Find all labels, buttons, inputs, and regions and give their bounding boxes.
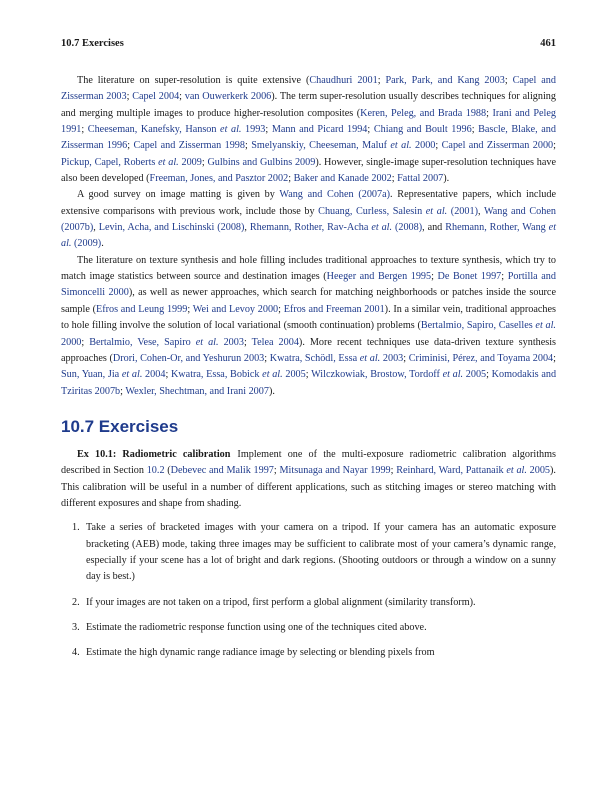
citation[interactable]: (2001) bbox=[447, 205, 478, 217]
step-number: 1. bbox=[72, 522, 80, 534]
citation[interactable]: Mann and Picard 1994 bbox=[271, 124, 368, 136]
citation[interactable]: 2004 bbox=[142, 369, 166, 381]
citation[interactable]: Heeger and Bergen 1995 bbox=[326, 271, 432, 283]
citation[interactable]: et al. bbox=[121, 369, 143, 381]
citation[interactable]: Chuang, Curless, Salesin bbox=[318, 205, 426, 217]
citation[interactable]: 2000 bbox=[61, 336, 82, 348]
page-body bbox=[61, 73, 556, 671]
citation[interactable]: Wang and Cohen (2007b) bbox=[61, 205, 556, 234]
step-number: 2. bbox=[72, 596, 80, 608]
citation[interactable]: Efros and Freeman 2001 bbox=[283, 303, 385, 315]
step-number: 4. bbox=[72, 647, 80, 659]
citation[interactable]: Rhemann, Rother, Rav-Acha bbox=[249, 222, 372, 234]
citation[interactable]: 1993 bbox=[241, 124, 266, 136]
citation[interactable]: Wexler, Shechtman, and Irani 2007 bbox=[125, 385, 269, 397]
citation[interactable]: Kwatra, Schödl, Essa bbox=[269, 352, 360, 364]
citation[interactable]: (2009) bbox=[71, 238, 102, 250]
citation[interactable]: Debevec and Malik 1997 bbox=[170, 465, 274, 477]
exercise-step bbox=[61, 620, 556, 636]
citation[interactable]: Reinhard, Ward, Pattanaik bbox=[396, 465, 507, 477]
paragraph-image-matting: A good survey on image matting is given by Wang and Cohen (2007a). Representative papers, which include extensive comparisons with previous work, include those by Chuang, Curless, Salesin et al. (2001), Wang and Cohen (2007b), Levin, Acha, and Lischinski (2008), Rhemann, Rother, Rav-Acha et al. (2008), and Rhemann, Rother, Wang et al. (2009). bbox=[61, 189, 557, 250]
citation[interactable]: Irani and Peleg 1991 bbox=[61, 107, 556, 136]
citation[interactable]: (2008) bbox=[392, 222, 423, 234]
page-number: 461 bbox=[540, 38, 556, 49]
citation[interactable]: 2003 bbox=[218, 336, 244, 348]
citation[interactable]: Wilczkowiak, Brostow, Tordoff bbox=[311, 369, 443, 381]
step-number: 3. bbox=[72, 621, 80, 633]
paragraph-texture-synthesis: The literature on texture synthesis and hole filling includes traditional approaches to texture synthesis, which try to match image statistics between source and destination images (Heeger and Bergen 1995; De Bonet 1997; Portilla and Simoncelli 2000), as well as newer approaches, which search for matching neighborhoods or patches inside the source sample (Efros and Leung 1999; Wei and Levoy 2000; Efros and Freeman 2001). In a similar vein, traditional approaches to hole filling involve the solution of local variational (smooth continuation) problems (Bertalmio, Sapiro, Caselles et al. 2000; Bertalmio, Vese, Sapiro et al. 2003; Telea 2004). More recent techniques use data-driven texture synthesis approaches (Drori, Cohen-Or, and Yeshurun 2003; Kwatra, Schödl, Essa et al. 2003; Criminisi, Pérez, and Toyama 2004; Sun, Yuan, Jia et al. 2004; Kwatra, Essa, Bobick et al. 2005; Wilczkowiak, Brostow, Tordoff et al. 2005; Komodakis and Tziritas 2007b; Wexler, Shechtman, and Irani 2007). bbox=[61, 254, 557, 397]
citation[interactable]: et al. bbox=[506, 465, 527, 477]
citation[interactable]: Bertalmio, Sapiro, Caselles bbox=[420, 320, 536, 332]
citation[interactable]: 2005 bbox=[282, 369, 306, 381]
exercise-intro-text: Implement one of the multi-exposure radiometric calibration algorithms described in Section 10.2 (Debevec and Malik 1997; Mitsunaga and Nayar 1999; Reinhard, Ward, Pattanaik et al. 2005). This calibration will be useful in a number of different applications, such as stitching images or stereo matching with different exposures and shape from shading. bbox=[61, 448, 557, 509]
citation[interactable]: et al. bbox=[535, 320, 556, 332]
section-heading: 10.7 Exercises bbox=[61, 416, 179, 436]
citation[interactable]: 2005 bbox=[526, 465, 551, 477]
running-header-section: 10.7 Exercises bbox=[61, 38, 124, 49]
citation[interactable]: Pickup, Capel, Roberts bbox=[61, 156, 159, 168]
citation[interactable]: Rhemann, Rother, Wang bbox=[445, 222, 549, 234]
step-text: If your images are not taken on a tripod, first perform a global alignment (similarity transform). bbox=[86, 596, 476, 608]
citation[interactable]: Bascle, Blake, and Zisserman 1996 bbox=[61, 124, 556, 152]
citation[interactable]: Levin, Acha, and Lischinski (2008) bbox=[98, 222, 245, 234]
citation[interactable]: Mitsunaga and Nayar 1999 bbox=[279, 465, 391, 477]
exercise-label: Ex 10.1: Radiometric calibration bbox=[77, 448, 231, 460]
citation[interactable]: van Ouwerkerk 2006 bbox=[184, 91, 272, 103]
citation[interactable]: Wei and Levoy 2000 bbox=[192, 303, 279, 315]
citation[interactable]: Capel and Zisserman 2003 bbox=[61, 75, 556, 103]
citation[interactable]: et al. bbox=[371, 222, 393, 234]
exercise-step bbox=[61, 520, 556, 585]
citation[interactable]: Portilla and Simoncelli 2000 bbox=[61, 271, 556, 299]
citation[interactable]: Fattal 2007 bbox=[397, 173, 444, 185]
running-header bbox=[61, 38, 556, 54]
citation[interactable]: Chiang and Boult 1996 bbox=[373, 124, 472, 136]
citation[interactable]: et al. bbox=[195, 336, 219, 348]
step-text: Estimate the high dynamic range radiance image by selecting or blending pixels from bbox=[86, 647, 435, 659]
citation[interactable]: Capel and Zisserman 1998 bbox=[133, 140, 245, 152]
citation[interactable]: Baker and Kanade 2002 bbox=[293, 173, 392, 185]
citation[interactable]: et al. bbox=[61, 222, 557, 250]
citation[interactable]: Wang and Cohen (2007a) bbox=[279, 189, 391, 201]
citation[interactable]: Sun, Yuan, Jia bbox=[61, 369, 122, 381]
citation[interactable]: Capel and Zisserman 2000 bbox=[441, 140, 554, 152]
citation[interactable]: Gulbins and Gulbins 2009 bbox=[207, 156, 316, 168]
citation[interactable]: 2003 bbox=[380, 352, 404, 364]
citation[interactable]: Keren, Peleg, and Brada 1988 bbox=[360, 107, 487, 119]
citation[interactable]: et al. bbox=[220, 124, 242, 136]
citation[interactable]: Kwatra, Essa, Bobick bbox=[170, 369, 263, 381]
citation[interactable]: Smelyanskiy, Cheeseman, Maluf bbox=[251, 140, 391, 152]
citation[interactable]: 2005 bbox=[463, 369, 487, 381]
step-text: Estimate the radiometric response function using one of the techniques cited above. bbox=[86, 621, 427, 633]
paragraph-super-resolution: The literature on super-resolution is quite extensive (Chaudhuri 2001; Park, Park, and Kang 2003; Capel and Zisserman 2003; Capel 2004; van Ouwerkerk 2006). The term super-resolution usually describes techniques for aligning and merging multiple images to produce higher-resolution composites (Keren, Peleg, and Brada 1988; Irani and Peleg 1991; Cheeseman, Kanefsky, Hanson et al. 1993; Mann and Picard 1994; Chiang and Boult 1996; Bascle, Blake, and Zisserman 1996; Capel and Zisserman 1998; Smelyanskiy, Cheeseman, Maluf et al. 2000; Capel and Zisserman 2000; Pickup, Capel, Roberts et al. 2009; Gulbins and Gulbins 2009). However, single-image super-resolution techniques have also been developed (Freeman, Jones, and Pasztor 2002; Baker and Kanade 2002; Fattal 2007). bbox=[61, 75, 556, 185]
exercise-steps bbox=[61, 520, 556, 661]
citation[interactable]: Capel 2004 bbox=[132, 91, 180, 103]
citation[interactable]: Telea 2004 bbox=[251, 336, 299, 348]
exercise-step bbox=[61, 595, 556, 611]
citation[interactable]: et al. bbox=[442, 369, 464, 381]
citation[interactable]: et al. bbox=[262, 369, 283, 381]
citation[interactable]: Park, Park, and Kang 2003 bbox=[385, 75, 505, 86]
citation[interactable]: et al. bbox=[390, 140, 412, 152]
step-text: Take a series of bracketed images with your camera on a tripod. If your camera has an automatic exposure bracketing (AEB) mode, taking three images may be sufficient to calibrate most of your camera’s dynamic range, especially if your scene has a lot of bright and dark regions. (Shooting outdoors or through a window on a sunny day is best.) bbox=[86, 522, 556, 583]
citation[interactable]: De Bonet 1997 bbox=[437, 271, 502, 283]
exercise-intro bbox=[61, 447, 556, 512]
citation[interactable]: Efros and Leung 1999 bbox=[95, 303, 188, 315]
exercise-step bbox=[61, 645, 556, 661]
citation[interactable]: Chaudhuri 2001 bbox=[309, 75, 378, 86]
citation[interactable]: Bertalmio, Vese, Sapiro bbox=[89, 336, 196, 348]
citation[interactable]: Criminisi, Pérez, and Toyama 2004 bbox=[408, 352, 554, 364]
citation[interactable]: Cheeseman, Kanefsky, Hanson bbox=[87, 124, 221, 136]
citation[interactable]: et al. bbox=[359, 352, 381, 364]
citation[interactable]: 2000 bbox=[411, 140, 436, 152]
citation[interactable]: Drori, Cohen-Or, and Yeshurun 2003 bbox=[112, 352, 265, 364]
citation[interactable]: 10.2 bbox=[146, 465, 165, 477]
citation[interactable]: 2009 bbox=[178, 156, 202, 168]
citation[interactable]: Freeman, Jones, and Pasztor 2002 bbox=[149, 173, 289, 185]
citation[interactable]: Komodakis and Tziritas 2007b bbox=[61, 369, 557, 397]
citation[interactable]: et al. bbox=[158, 156, 179, 168]
citation[interactable]: et al. bbox=[425, 205, 448, 217]
